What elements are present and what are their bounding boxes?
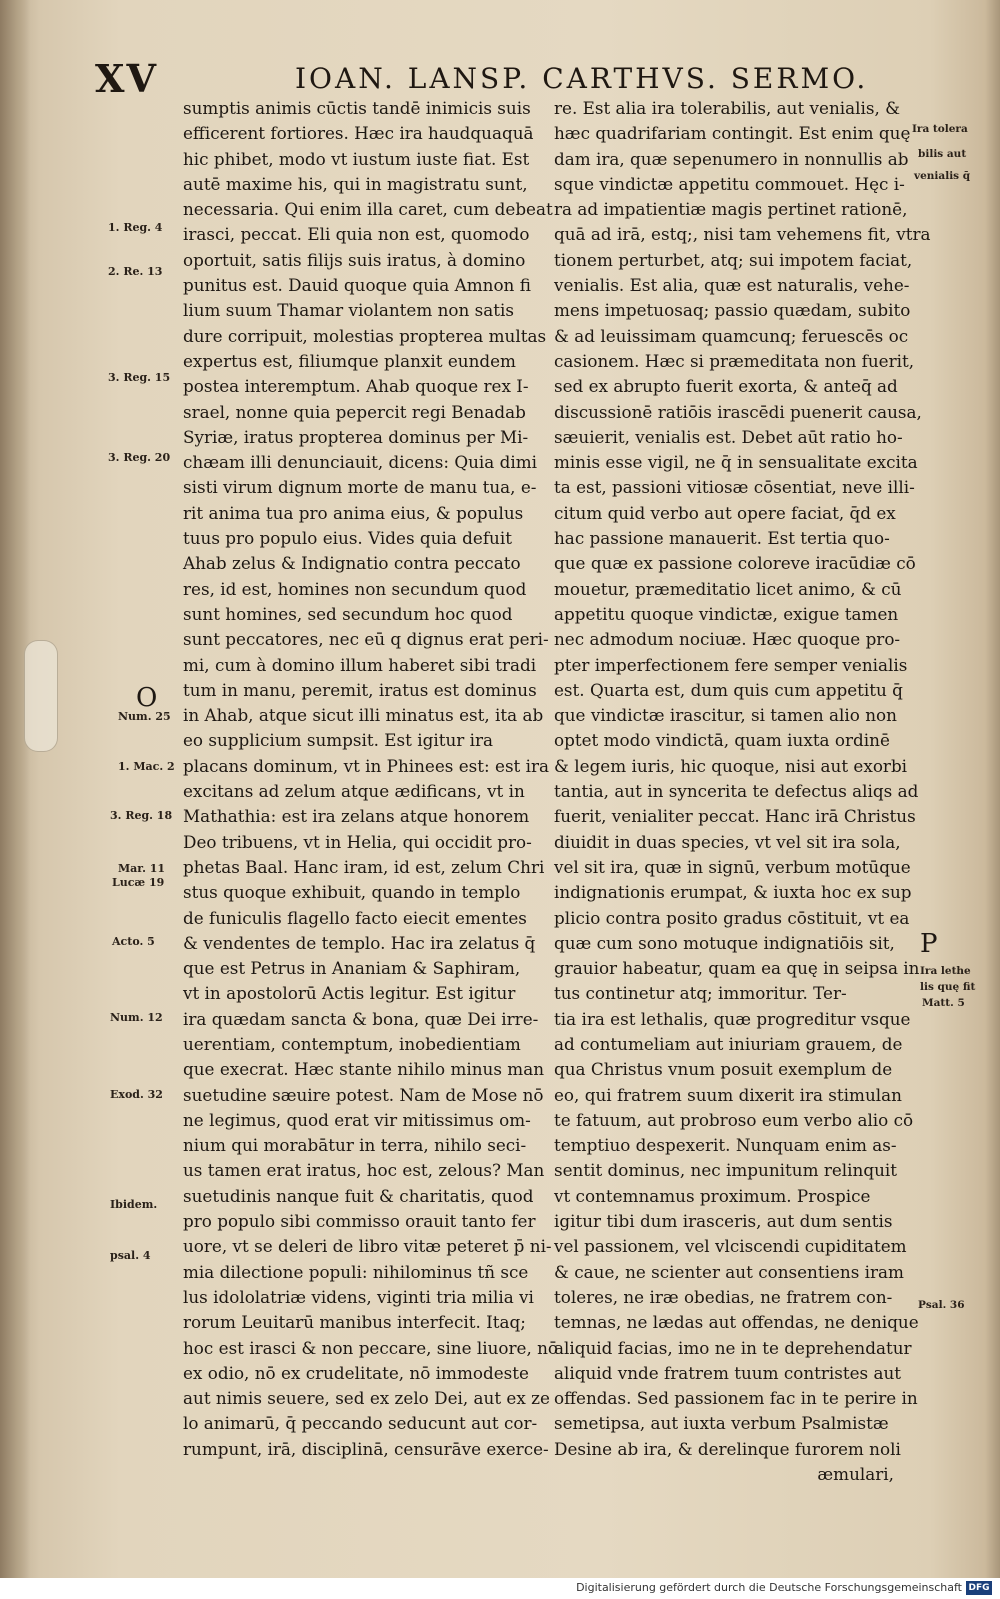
text-line: dure corripuit, molestias propterea multas	[183, 325, 547, 346]
text-line: res, id est, homines non secundum quod	[183, 578, 527, 599]
text-line: rorum Leuitarū manibus interfecit. Itaq;	[183, 1312, 526, 1333]
text-line: aliquid facias, imo ne in te deprehendatur	[554, 1337, 912, 1358]
text-line: tum in manu, peremit, iratus est dominus	[183, 679, 537, 700]
text-line: necessaria. Qui enim illa caret, cum debeat	[183, 199, 553, 220]
side-note-line: Ira tolera	[912, 123, 968, 135]
text-line: irasci, peccat. Eli quia non est, quomodo	[183, 224, 530, 245]
text-line: citum quid verbo aut opere faciat, q̄d ex	[554, 502, 896, 523]
text-line: excitans ad zelum atque ædificans, vt in	[183, 781, 525, 802]
text-line: plicio contra posito gradus cōstituit, vt ea	[554, 907, 910, 928]
text-line: sunt peccatores, nec eū q dignus erat peri-	[183, 629, 549, 650]
text-line: & ad leuissimam quamcunq; feruescēs oc	[554, 325, 909, 346]
text-line: vt in apostolorū Actis legitur. Est igitur	[183, 983, 516, 1004]
text-line: rumpunt, irā, disciplinā, censurāve exerce-	[183, 1438, 549, 1459]
text-line: tantia, aut in syncerita te defectus aliqs ad	[554, 781, 919, 802]
text-line: tuus pro populo eius. Vides quia defuit	[183, 528, 512, 549]
side-note-line: Ira lethe	[920, 965, 971, 977]
initial-letter-o: O	[136, 683, 158, 713]
right-text-column	[554, 96, 931, 1487]
page-gutter-shadow	[0, 0, 30, 1578]
text-line: lo animarū, q̄ peccando seducunt aut cor-	[183, 1413, 538, 1434]
left-text-column	[183, 96, 559, 1462]
text-line: expertus est, filiumque planxit eundem	[183, 350, 516, 371]
text-line: que est Petrus in Ananiam & Saphiram,	[183, 958, 521, 979]
text-line: indignationis erumpat, & iuxta hoc ex sup	[554, 882, 912, 903]
side-note-line: Psal. 36	[918, 1299, 965, 1311]
text-line: toleres, ne iræ obedias, ne fratrem con-	[554, 1286, 893, 1307]
text-line: te fatuum, aut probroso eum verbo alio cō	[554, 1109, 914, 1130]
text-line: ex odio, nō ex crudelitate, nō immodeste	[183, 1362, 529, 1383]
margin-ref: 3. Reg. 18	[110, 809, 173, 822]
margin-ref: 1. Mac. 2	[118, 760, 175, 773]
text-line: Ahab zelus & Indignatio contra peccato	[183, 553, 521, 574]
text-line: ira quædam sancta & bona, quæ Dei irre-	[183, 1008, 539, 1029]
folio-number: XV	[95, 56, 158, 101]
side-note-line: Matt. 5	[922, 997, 965, 1009]
text-line: offendas. Sed passionem fac in te perire in	[554, 1388, 918, 1409]
side-note-line: lis quę fit	[920, 981, 976, 993]
text-line: sisti virum dignum morte de manu tua, e-	[183, 477, 537, 498]
margin-ref: 3. Reg. 15	[108, 371, 171, 384]
text-line: vel sit ira, quæ in signū, verbum motūque	[554, 856, 911, 877]
text-line: sque vindictæ appetitu commouet. Hęc i-	[554, 173, 905, 194]
text-line: Mathathia: est ira zelans atque honorem	[183, 806, 530, 827]
text-line: temptiuo despexerit. Nunquam enim as-	[554, 1135, 897, 1156]
text-line: mi, cum à domino illum haberet sibi tradi	[183, 654, 537, 675]
catchword: æmulari,	[817, 1464, 894, 1485]
text-line: sentit dominus, nec impunitum relinquit	[554, 1160, 897, 1181]
text-line: hæc quadrifariam contingit. Est enim quę	[554, 123, 911, 144]
text-line: pter imperfectionem fere semper venialis	[554, 654, 908, 675]
text-line: appetitu quoque vindictæ, exigue tamen	[554, 603, 899, 624]
initial-letter-p: P	[920, 929, 938, 959]
running-head-title: IOAN. LANSP. CARTHVS. SERMO.	[295, 62, 869, 95]
text-line: tionem perturbet, atq; sui impotem faciat,	[554, 249, 913, 270]
text-line: Desine ab ira, & derelinque furorem noli	[554, 1438, 901, 1459]
text-line: dam ira, quæ sepenumero in nonnullis ab	[554, 148, 909, 169]
text-line: aliquid vnde fratrem tuum contristes aut	[554, 1362, 902, 1383]
text-line: suetudine sæuire potest. Nam de Mose nō	[183, 1084, 544, 1105]
text-line: efficerent fortiores. Hæc ira haudquaquā	[183, 123, 534, 144]
text-line: Deo tribuens, vt in Helia, qui occidit pro-	[183, 831, 532, 852]
text-line: mens impetuosaq; passio quædam, subito	[554, 300, 911, 321]
text-line: placans dominum, vt in Phinees est: est ira	[183, 755, 550, 776]
text-line: optet modo vindictā, quam iuxta ordinē	[554, 730, 890, 751]
text-line: eo supplicium sumpsit. Est igitur ira	[183, 730, 494, 751]
margin-ref: Exod. 32	[110, 1088, 163, 1101]
text-line: hoc est irasci & non peccare, sine liuore, nō	[183, 1337, 559, 1358]
text-line: sunt homines, sed secundum hoc quod	[183, 603, 513, 624]
text-line: tus continetur atq; immoritur. Ter-	[554, 983, 847, 1004]
text-line: srael, nonne quia pepercit regi Benadab	[183, 401, 526, 422]
dfg-logo: DFG	[966, 1581, 992, 1595]
text-line: qua Christus vnum posuit exemplum de	[554, 1059, 893, 1080]
text-line: uore, vt se deleri de libro vitæ peteret p̄ ni-	[183, 1236, 552, 1257]
text-line: tia ira est lethalis, quæ progreditur vsque	[554, 1008, 911, 1029]
page-clip	[24, 640, 58, 752]
margin-ref: Mar. 11	[118, 862, 166, 875]
text-line: hac passione manauerit. Est tertia quo-	[554, 528, 890, 549]
text-line: quā ad irā, estq;, nisi tam vehemens fit, vtra	[554, 224, 931, 245]
text-line: casionem. Hæc si præmeditata non fuerit,	[554, 350, 915, 371]
margin-ref: Acto. 5	[112, 935, 155, 948]
text-line: eo, qui fratrem suum dixerit ira stimulan	[554, 1084, 902, 1105]
text-line: sumptis animis cūctis tandē inimicis suis	[183, 98, 531, 118]
text-line: rit anima tua pro anima eius, & populus	[183, 502, 524, 523]
text-line: ra ad impatientiæ magis pertinet rationē,	[554, 199, 908, 220]
side-note-line: venialis q̄	[914, 170, 971, 182]
margin-ref: Lucæ 19	[112, 876, 165, 889]
text-line: phetas Baal. Hanc iram, id est, zelum Chri	[183, 856, 545, 877]
text-line: vel passionem, vel vlciscendi cupiditatem	[554, 1236, 907, 1257]
text-line: que execrat. Hæc stante nihilo minus man	[183, 1059, 545, 1080]
text-line: nium qui morabātur in terra, nihilo seci-	[183, 1135, 527, 1156]
text-line: punitus est. Dauid quoque quia Amnon fi	[183, 275, 531, 296]
text-line: grauior habeatur, quam ea quę in seipsa in	[554, 958, 920, 979]
text-line: in Ahab, atque sicut illi minatus est, ita ab	[183, 705, 544, 726]
text-line: quæ cum sono motuque indignatiōis sit,	[554, 932, 895, 953]
text-line: hic phibet, modo vt iustum iuste fiat. Est	[183, 148, 530, 169]
text-line: ne legimus, quod erat vir mitissimus om-	[183, 1109, 531, 1130]
text-line: vt contemnamus proximum. Prospice	[554, 1185, 871, 1206]
text-line: est. Quarta est, dum quis cum appetitu q̄	[554, 679, 903, 700]
text-line: mia dilectione populi: nihilominus tñ sce	[183, 1261, 529, 1282]
text-line: igitur tibi dum irasceris, aut dum sentis	[554, 1211, 893, 1232]
text-line: oportuit, satis filijs suis iratus, à domino	[183, 249, 526, 270]
margin-ref: psal. 4	[110, 1249, 151, 1262]
digitization-footer	[0, 1578, 1000, 1599]
text-line: mouetur, præmeditatio licet animo, & cū	[554, 578, 902, 599]
side-note-line: bilis aut	[918, 148, 967, 160]
text-line: Syriæ, iratus propterea dominus per Mi-	[183, 426, 529, 447]
text-line: suetudinis nanque fuit & charitatis, quod	[183, 1185, 534, 1206]
margin-ref: 1. Reg. 4	[108, 221, 163, 234]
text-line: us tamen erat iratus, hoc est, zelous? Man	[183, 1160, 545, 1181]
text-line: stus quoque exhibuit, quando in templo	[183, 882, 521, 903]
text-line: venialis. Est alia, quæ est naturalis, vehe-	[554, 275, 910, 296]
text-line: aut nimis seuere, sed ex zelo Dei, aut ex ze	[183, 1388, 550, 1409]
text-line: & vendentes de templo. Hac ira zelatus q̄	[183, 932, 536, 953]
text-line: que quæ ex passione coloreve iracūdiæ cō	[554, 553, 916, 574]
text-line: minis esse vigil, ne q̄ in sensualitate excita	[554, 452, 918, 473]
footer-credit: Digitalisierung gefördert durch die Deutsche Forschungsgemeinschaft	[576, 1581, 962, 1594]
text-line: semetipsa, aut iuxta verbum Psalmistæ	[554, 1413, 889, 1434]
text-line: lium suum Thamar violantem non satis	[183, 300, 514, 321]
text-line: & legem iuris, hic quoque, nisi aut exorbi	[554, 755, 908, 776]
text-line: nec admodum nociuæ. Hæc quoque pro-	[554, 629, 901, 650]
text-line: autē maxime his, qui in magistratu sunt,	[183, 173, 528, 194]
text-line: discussionē ratiōis irascēdi puenerit causa,	[554, 401, 922, 422]
text-line: temnas, ne lædas aut offendas, ne denique	[554, 1312, 919, 1333]
text-line: sed ex abrupto fuerit exorta, & anteq̄ ad	[554, 376, 898, 397]
text-line: & caue, ne scienter aut consentiens iram	[554, 1261, 904, 1282]
text-line: re. Est alia ira tolerabilis, aut venialis, &	[554, 98, 901, 118]
text-line: fuerit, venialiter peccat. Hanc irā Christus	[554, 806, 916, 827]
text-line: diuidit in duas species, vt vel sit ira sola,	[554, 831, 901, 852]
margin-ref: Num. 12	[110, 1011, 163, 1024]
margin-ref: Num. 25	[118, 710, 171, 723]
text-line: pro populo sibi commisso orauit tanto fer	[183, 1211, 536, 1232]
text-line: postea interemptum. Ahab quoque rex I-	[183, 376, 529, 397]
text-line: lus idololatriæ videns, viginti tria milia vi	[183, 1286, 534, 1307]
text-line: uerentiam, contemptum, inobedientiam	[183, 1033, 521, 1054]
text-line: sæuierit, venialis est. Debet aūt ratio ho-	[554, 426, 903, 447]
margin-ref: 3. Reg. 20	[108, 451, 171, 464]
text-line: ad contumeliam aut iniuriam grauem, de	[554, 1033, 903, 1054]
margin-ref: 2. Re. 13	[108, 265, 163, 278]
text-line: de funiculis flagello facto eiecit ementes	[183, 907, 527, 928]
margin-ref: Ibidem.	[110, 1198, 158, 1211]
text-line: ta est, passioni vitiosæ cōsentiat, neve illi-	[554, 477, 915, 498]
text-line: que vindictæ irascitur, si tamen alio non	[554, 705, 897, 726]
text-line: chæam illi denunciauit, dicens: Quia dimi	[183, 452, 537, 473]
